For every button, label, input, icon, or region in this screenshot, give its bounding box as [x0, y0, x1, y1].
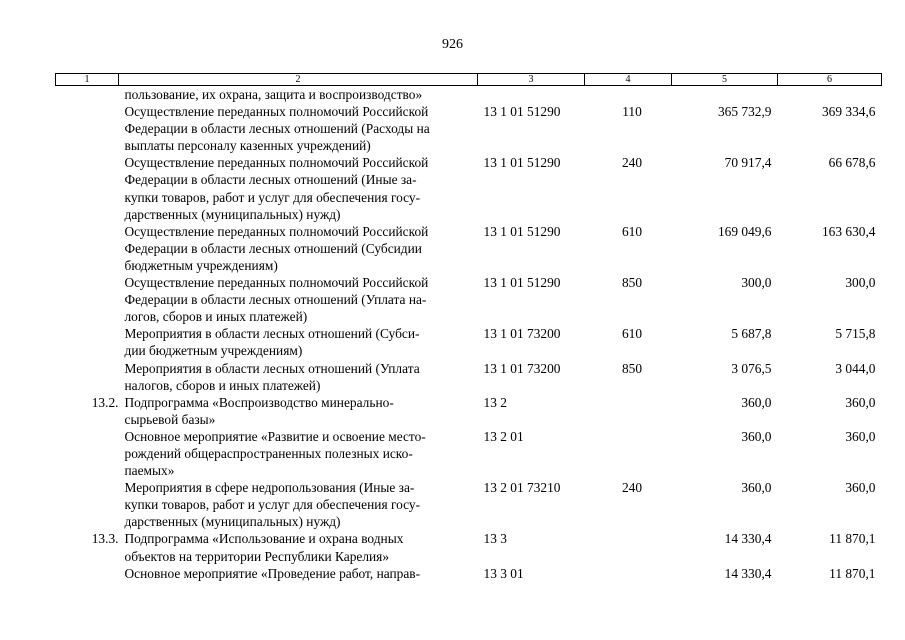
row-amount-year-1: 5 687,8 [731, 326, 772, 342]
row-target-code: 13 2 [483, 394, 507, 410]
row-expense-type: 240 [621, 155, 643, 171]
row-amount-year-1: 365 732,9 [717, 104, 772, 120]
row-amount-year-1: 300,0 [741, 275, 772, 291]
row-target-code: 13 1 01 51290 [483, 275, 561, 291]
table-body [56, 86, 882, 582]
row-expense-type [585, 530, 672, 564]
header-col-3: 3 [478, 74, 585, 86]
row-expense-type [585, 86, 672, 104]
row-name: Осуществление переданных полномочий Российской Федерации в области лесных отношений (Субсидии бюджетным учреждениям) [124, 223, 429, 273]
row-name: Осуществление переданных полномочий Российской Федерации в области лесных отношений (Иные за- купки товаров, работ и услуг для обеспечения госу- дарственных (муниципальных) нужд) [124, 155, 429, 222]
row-name: Основное мероприятие «Проведение работ, направ- [124, 565, 421, 581]
row-amount-year-2: 66 678,6 [828, 155, 876, 171]
row-amount-year-2: 3 044,0 [835, 360, 876, 376]
row-expense-type: 610 [621, 326, 643, 342]
row-target-code: 13 3 [483, 531, 507, 547]
row-name: Мероприятия в сфере недропользования (Иные за- купки товаров, работ и услуг для обеспечения госу- дарственных (муниципальных) нужд) [124, 480, 421, 530]
header-row [56, 74, 882, 86]
table-row [56, 479, 882, 530]
row-amount-year-2 [778, 86, 882, 104]
row-amount-year-1: 360,0 [741, 428, 772, 444]
row-amount-year-2: 11 870,1 [829, 531, 876, 547]
row-target-code: 13 1 01 73200 [483, 360, 561, 376]
row-amount-year-1: 360,0 [741, 480, 772, 496]
row-number [56, 86, 119, 104]
row-amount-year-2: 163 630,4 [821, 223, 876, 239]
row-expense-type [585, 394, 672, 428]
row-amount-year-2: 360,0 [845, 394, 876, 410]
row-amount-year-2: 300,0 [845, 275, 876, 291]
table-row [56, 86, 882, 104]
row-amount-year-2: 369 334,6 [821, 104, 876, 120]
row-name: пользование, их охрана, защита и воспроизводство» [124, 87, 423, 102]
row-number: 13.3. [91, 531, 119, 547]
row-amount-year-1: 360,0 [741, 394, 772, 410]
row-name: Основное мероприятие «Развитие и освоение место- рождений общераспространенных полезных иско- паемых» [124, 428, 426, 479]
row-expense-type: 240 [621, 480, 643, 496]
row-number [56, 428, 119, 479]
row-amount-year-2: 360,0 [845, 428, 876, 444]
row-amount-year-2: 5 715,8 [835, 326, 876, 342]
row-number [56, 325, 119, 359]
row-expense-type [585, 565, 672, 582]
header-col-1: 1 [56, 74, 119, 86]
row-amount-year-2: 360,0 [845, 480, 876, 496]
row-amount-year-1: 14 330,4 [724, 531, 772, 547]
row-target-code: 13 1 01 51290 [483, 223, 561, 239]
table-row [56, 223, 882, 274]
row-number [56, 360, 119, 394]
table-row [56, 325, 882, 359]
table-row [56, 394, 882, 428]
table-row [56, 565, 882, 582]
row-amount-year-1: 14 330,4 [724, 565, 772, 581]
table-row [56, 530, 882, 564]
row-expense-type: 610 [621, 223, 643, 239]
table-header [56, 74, 882, 86]
header-col-4: 4 [585, 74, 672, 86]
row-amount-year-2: 11 870,1 [829, 565, 876, 581]
row-number: 13.2. [91, 394, 119, 410]
row-name: Мероприятия в области лесных отношений (Субси- дии бюджетным учреждениям) [124, 326, 420, 359]
row-name: Подпрограмма «Использование и охрана водных объектов на территории Республики Карелия» [124, 531, 404, 564]
row-target-code: 13 2 01 73210 [483, 480, 561, 496]
row-number [56, 479, 119, 530]
row-expense-type [585, 428, 672, 479]
budget-table [55, 73, 882, 582]
header-col-2: 2 [119, 74, 478, 86]
row-target-code: 13 1 01 51290 [483, 155, 561, 171]
table-row [56, 103, 882, 154]
row-number [56, 274, 119, 325]
row-name: Осуществление переданных полномочий Российской Федерации в области лесных отношений (Уплата на- логов, сборов и иных платежей) [124, 275, 429, 325]
row-target-code: 13 1 01 73200 [483, 326, 561, 342]
table-row [56, 154, 882, 222]
table-row [56, 428, 882, 479]
page-number: 926 [442, 37, 463, 52]
row-number [56, 223, 119, 274]
row-target-code: 13 3 01 [483, 565, 524, 581]
row-number [56, 565, 119, 582]
row-name: Осуществление переданных полномочий Российской Федерации в области лесных отношений (Расходы на выплаты персоналу казенных учреждений) [124, 104, 430, 154]
row-target-code: 13 1 01 51290 [483, 104, 561, 120]
row-target-code: 13 2 01 [483, 428, 524, 444]
row-amount-year-1: 70 917,4 [724, 155, 772, 171]
row-name: Мероприятия в области лесных отношений (Уплата налогов, сборов и иных платежей) [124, 360, 420, 393]
row-target-code [478, 86, 585, 104]
row-amount-year-1 [672, 86, 778, 104]
row-number [56, 103, 119, 154]
row-amount-year-1: 3 076,5 [731, 360, 772, 376]
table-row [56, 274, 882, 325]
header-col-5: 5 [672, 74, 778, 86]
table-row [56, 360, 882, 394]
row-expense-type: 850 [621, 360, 643, 376]
row-number [56, 154, 119, 222]
header-col-6: 6 [778, 74, 882, 86]
row-expense-type: 850 [621, 275, 643, 291]
row-amount-year-1: 169 049,6 [717, 223, 772, 239]
row-name: Подпрограмма «Воспроизводство минерально- сырьевой базы» [124, 394, 394, 427]
row-expense-type: 110 [622, 104, 642, 120]
